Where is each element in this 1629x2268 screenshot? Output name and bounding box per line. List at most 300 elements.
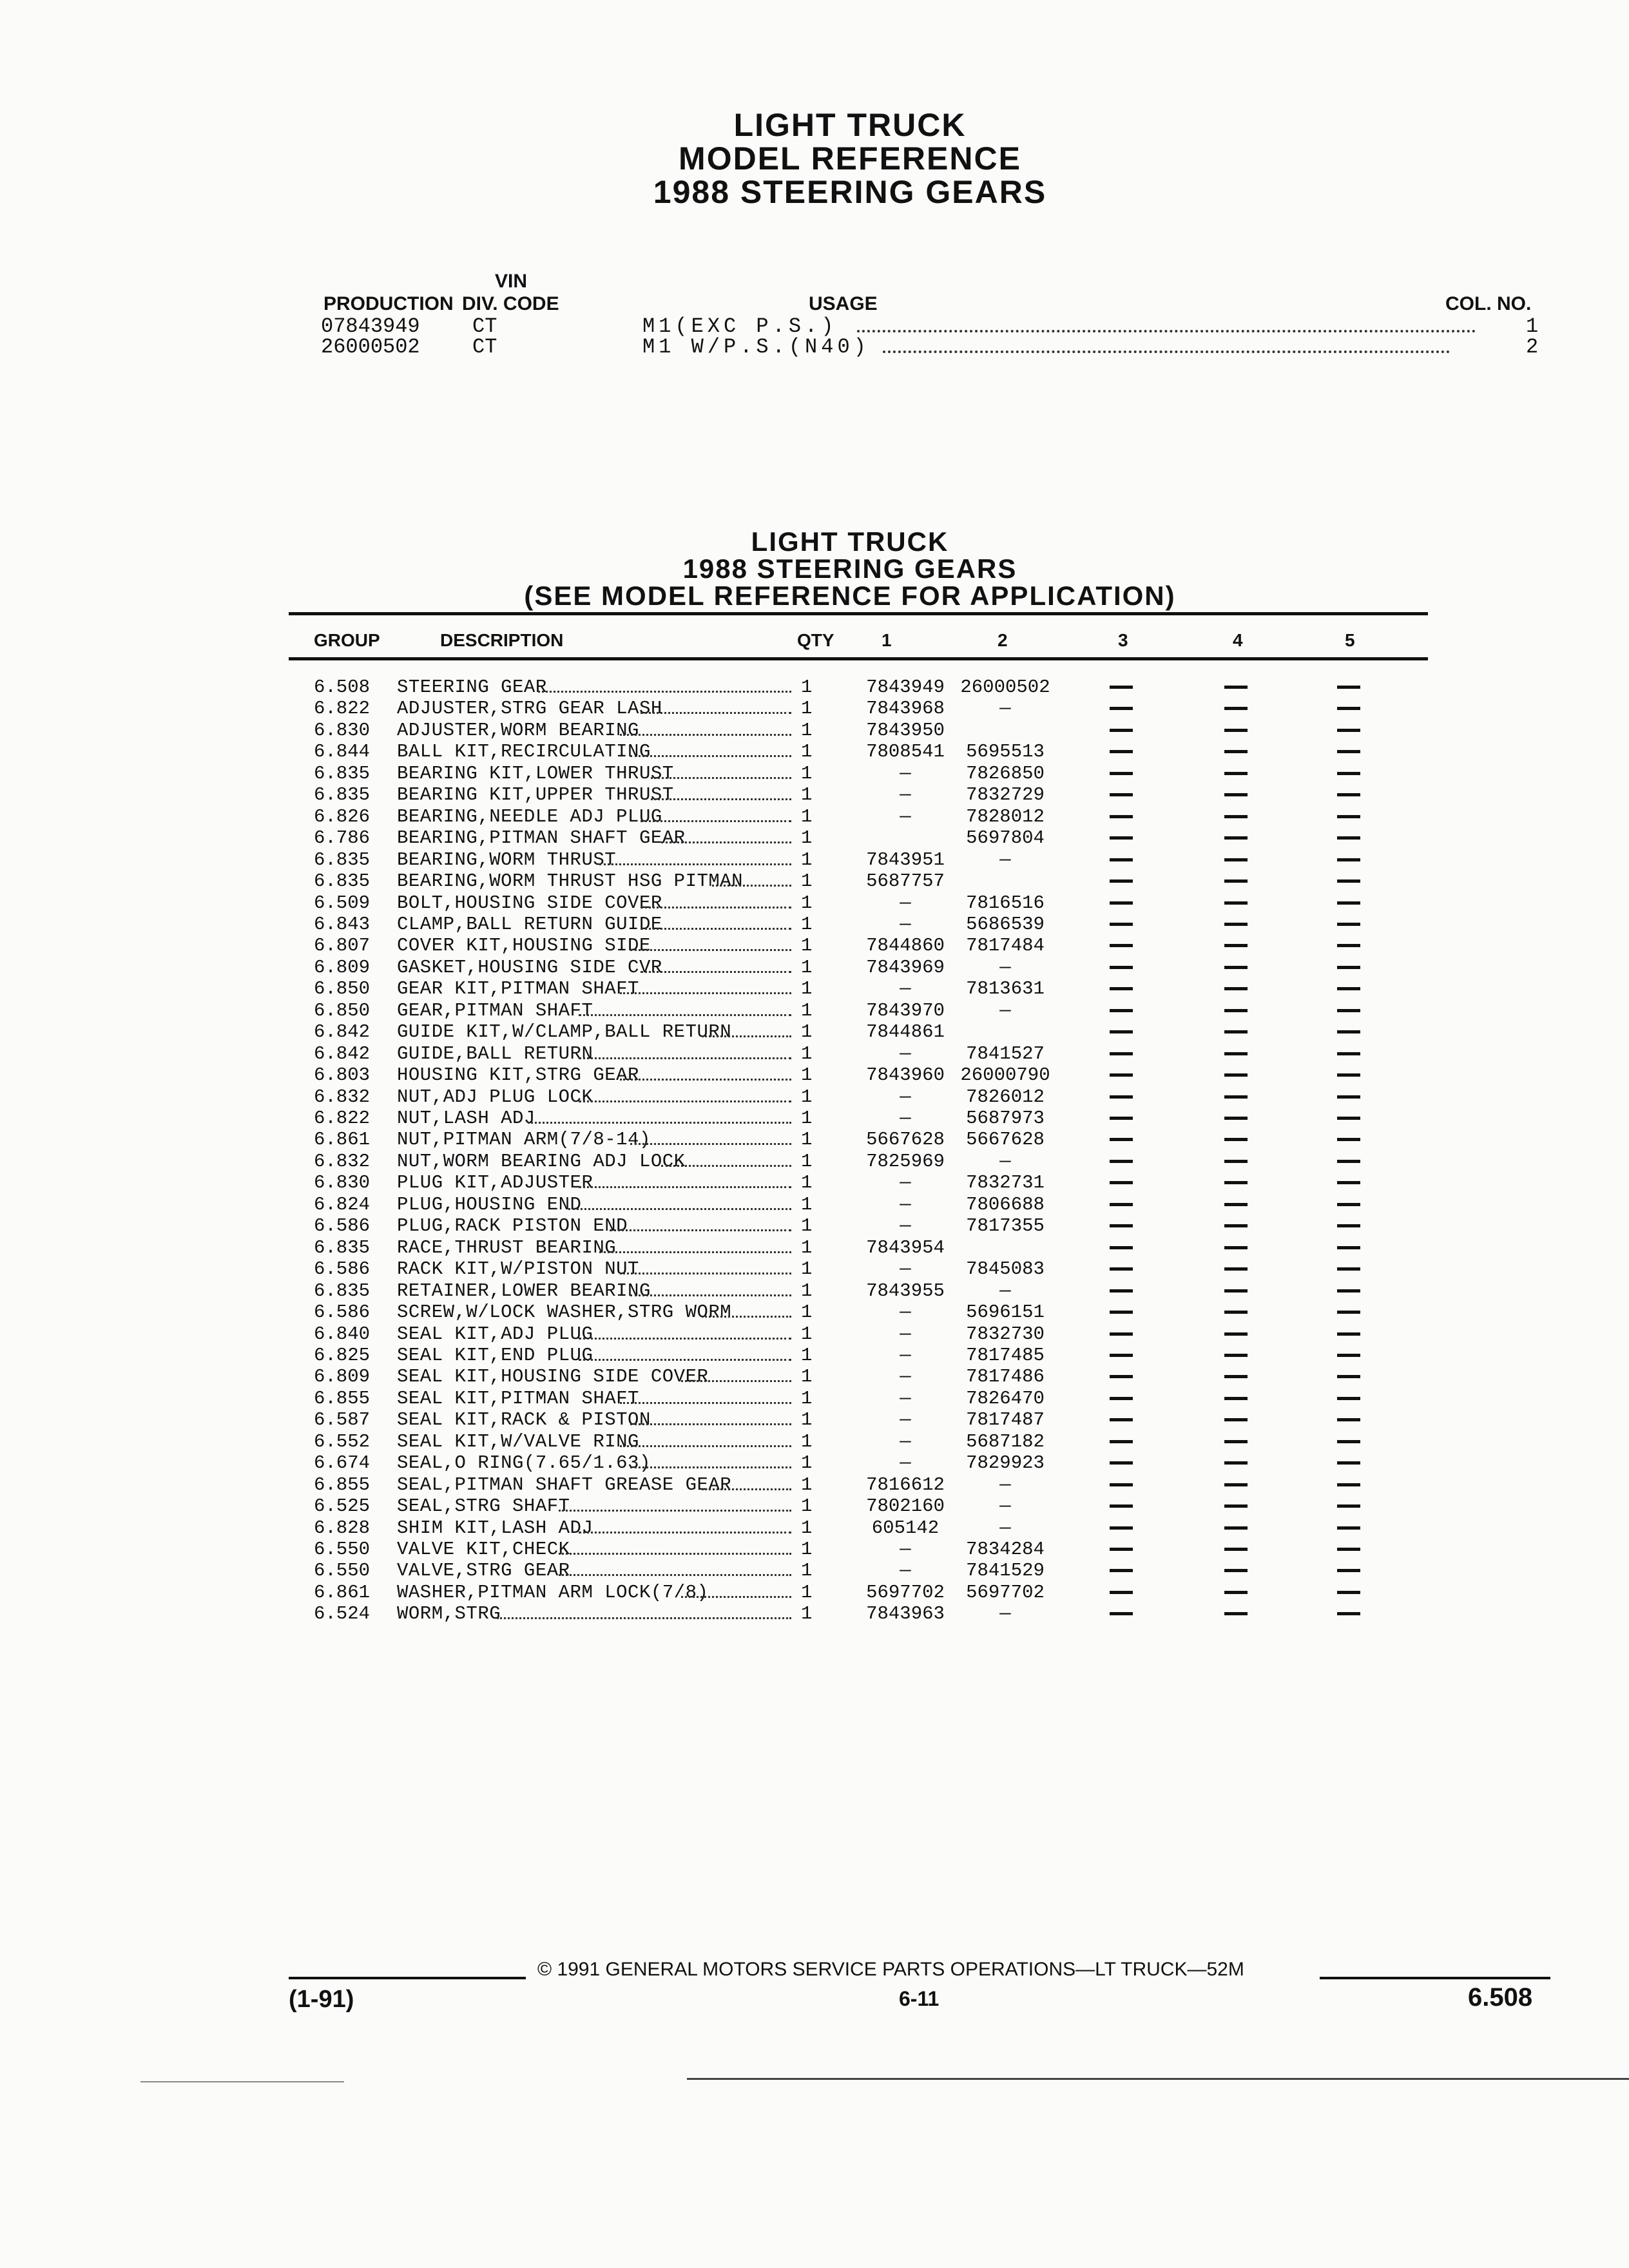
- part-description: BEARING,NEEDLE ADJ PLUG: [397, 805, 662, 827]
- part-col-3-dash: [1110, 1440, 1133, 1443]
- table-row: [0, 1108, 1629, 1129]
- part-col-1: 7843950: [866, 719, 945, 741]
- part-col-4-dash: [1224, 1569, 1248, 1572]
- table-row: [0, 1021, 1629, 1043]
- part-description: VALVE KIT,CHECK: [397, 1539, 570, 1560]
- part-col-5-dash: [1337, 793, 1360, 796]
- table-row: [0, 784, 1629, 805]
- part-col-3-dash: [1110, 1160, 1133, 1163]
- table-row: [0, 1582, 1629, 1603]
- ref-row-1-col: 1: [1526, 314, 1539, 338]
- part-col-2: 7832729: [966, 784, 1045, 806]
- part-group: 6.824: [314, 1193, 371, 1215]
- table-row: [0, 763, 1629, 784]
- part-qty: 1: [801, 1064, 813, 1086]
- col-group-header: GROUP: [314, 630, 380, 650]
- part-qty: 1: [801, 1150, 813, 1172]
- part-col-5-dash: [1337, 1332, 1360, 1336]
- table-row: [0, 1603, 1629, 1624]
- part-col-1: —: [900, 1258, 911, 1280]
- part-col-3-dash: [1110, 1548, 1133, 1551]
- part-group: 6.586: [314, 1258, 371, 1280]
- part-col-1: —: [900, 1323, 911, 1345]
- part-col-5-dash: [1337, 772, 1360, 775]
- part-col-3-dash: [1110, 1117, 1133, 1120]
- part-col-5-dash: [1337, 815, 1360, 818]
- part-col-3-dash: [1110, 1612, 1133, 1615]
- part-col-3-dash: [1110, 772, 1133, 775]
- part-col-2: —: [999, 698, 1011, 720]
- part-group: 6.809: [314, 956, 371, 978]
- part-col-2: 7826470: [966, 1387, 1045, 1409]
- part-col-2: —: [999, 1150, 1011, 1172]
- table-row: [0, 677, 1629, 698]
- leader-dots: [641, 820, 791, 822]
- part-qty: 1: [801, 1193, 813, 1215]
- part-qty: 1: [801, 1086, 813, 1108]
- ref-row-1-div-code: CT: [472, 314, 497, 338]
- part-qty: 1: [801, 1581, 813, 1603]
- part-description: SCREW,W/LOCK WASHER,STRG WORM: [397, 1302, 732, 1323]
- col-2-header: 2: [998, 630, 1008, 650]
- part-group: 6.861: [314, 1129, 371, 1151]
- part-col-4-dash: [1224, 879, 1248, 883]
- part-qty: 1: [801, 1409, 813, 1431]
- leader-dots: [610, 1229, 791, 1231]
- part-group: 6.822: [314, 1108, 371, 1129]
- part-group: 6.807: [314, 935, 371, 957]
- leader-dots: [538, 691, 791, 693]
- part-col-5-dash: [1337, 1461, 1360, 1465]
- leader-dots: [579, 1057, 791, 1059]
- part-col-4-dash: [1224, 750, 1248, 753]
- group-number: 6.508: [1468, 1983, 1533, 2012]
- leader-dots: [620, 1273, 791, 1274]
- part-col-4-dash: [1224, 1504, 1248, 1508]
- part-col-1: 5697702: [866, 1581, 945, 1603]
- part-col-5-dash: [1337, 966, 1360, 969]
- leader-dots: [661, 841, 792, 843]
- part-col-5-dash: [1337, 1591, 1360, 1594]
- part-description: BEARING KIT,LOWER THRUST: [397, 762, 674, 784]
- part-qty: 1: [801, 1172, 813, 1194]
- footer-rule-left: [289, 1977, 526, 1979]
- table-row: [0, 1388, 1629, 1409]
- part-col-2: 26000502: [960, 677, 1050, 698]
- part-col-5-dash: [1337, 750, 1360, 753]
- part-col-4-dash: [1224, 1052, 1248, 1055]
- part-col-3-dash: [1110, 836, 1133, 840]
- part-description: NUT,WORM BEARING ADJ LOCK: [397, 1150, 686, 1172]
- part-qty: 1: [801, 892, 813, 914]
- part-description: GEAR,PITMAN SHAFT: [397, 999, 593, 1021]
- part-col-5-dash: [1337, 1095, 1360, 1099]
- leader-dots: [599, 1251, 791, 1253]
- part-col-3-dash: [1110, 1224, 1133, 1227]
- part-col-4-dash: [1224, 1418, 1248, 1421]
- part-col-3-dash: [1110, 707, 1133, 710]
- leader-dots: [630, 1143, 791, 1145]
- part-col-2: 7832731: [966, 1172, 1045, 1194]
- part-description: SEAL KIT,END PLUG: [397, 1344, 593, 1366]
- part-description: STEERING GEAR: [397, 677, 547, 698]
- part-description: ADJUSTER,WORM BEARING: [397, 719, 639, 741]
- part-col-5-dash: [1337, 944, 1360, 947]
- part-description: GUIDE KIT,W/CLAMP,BALL RETURN: [397, 1021, 732, 1043]
- part-col-5-dash: [1337, 923, 1360, 926]
- page-number: 6-11: [899, 1987, 940, 2010]
- part-qty: 1: [801, 1302, 813, 1323]
- ref-row-1-production: 07843949: [321, 314, 420, 338]
- part-col-4-dash: [1224, 815, 1248, 818]
- part-col-2: 5687973: [966, 1108, 1045, 1129]
- ref-row-1-leader: [857, 330, 1476, 332]
- table-row: [0, 978, 1629, 999]
- title-line-3: 1988 STEERING GEARS: [653, 174, 1047, 210]
- part-col-4-dash: [1224, 1375, 1248, 1378]
- col-5-header: 5: [1345, 630, 1355, 650]
- part-group: 6.786: [314, 827, 371, 849]
- part-qty: 1: [801, 827, 813, 849]
- leader-dots: [620, 992, 791, 994]
- leader-dots: [630, 949, 791, 951]
- part-group: 6.550: [314, 1539, 371, 1560]
- table-row: [0, 1194, 1629, 1215]
- leader-dots: [528, 1122, 791, 1124]
- leader-dots: [620, 1402, 791, 1404]
- ref-row-1-usage: M1(EXC P.S.): [642, 314, 838, 338]
- ref-row-2-div-code: CT: [472, 335, 497, 359]
- part-qty: 1: [801, 870, 813, 892]
- leader-dots: [641, 907, 791, 908]
- part-col-3-dash: [1110, 750, 1133, 753]
- part-col-2: —: [999, 1280, 1011, 1302]
- part-group: 6.850: [314, 978, 371, 1000]
- part-qty: 1: [801, 935, 813, 957]
- leader-dots: [702, 1035, 791, 1037]
- part-col-5-dash: [1337, 1009, 1360, 1012]
- part-group: 6.835: [314, 1236, 371, 1258]
- leader-dots: [568, 1208, 791, 1210]
- part-col-3-dash: [1110, 1397, 1133, 1400]
- revision-date: (1-91): [289, 1986, 354, 2013]
- part-col-4-dash: [1224, 901, 1248, 905]
- part-qty: 1: [801, 999, 813, 1021]
- part-col-1: 7843960: [866, 1064, 945, 1086]
- part-col-5-dash: [1337, 1160, 1360, 1163]
- table-row: [0, 1517, 1629, 1539]
- part-group: 6.822: [314, 698, 371, 720]
- ref-row-2-leader: [883, 351, 1450, 353]
- part-col-4-dash: [1224, 1397, 1248, 1400]
- part-col-5-dash: [1337, 1289, 1360, 1293]
- part-col-5-dash: [1337, 858, 1360, 861]
- part-col-3-dash: [1110, 1138, 1133, 1141]
- part-col-4-dash: [1224, 966, 1248, 969]
- part-col-4-dash: [1224, 772, 1248, 775]
- part-col-3-dash: [1110, 1052, 1133, 1055]
- part-description: BALL KIT,RECIRCULATING: [397, 741, 651, 763]
- part-col-4-dash: [1224, 1073, 1248, 1077]
- part-col-5-dash: [1337, 1483, 1360, 1486]
- part-col-5-dash: [1337, 987, 1360, 990]
- part-col-1: 7843951: [866, 849, 945, 870]
- part-col-4-dash: [1224, 1246, 1248, 1249]
- leader-dots: [559, 1553, 792, 1555]
- part-group: 6.842: [314, 1021, 371, 1043]
- part-col-1: —: [900, 1302, 911, 1323]
- part-col-1: —: [900, 805, 911, 827]
- part-group: 6.587: [314, 1409, 371, 1431]
- part-col-1: —: [900, 1172, 911, 1194]
- header-bottom-rule: [289, 657, 1428, 660]
- part-col-2: —: [999, 849, 1011, 870]
- table-row: [0, 1302, 1629, 1323]
- part-group: 6.828: [314, 1517, 371, 1539]
- part-col-3-dash: [1110, 1418, 1133, 1421]
- part-description: BEARING,WORM THRUST HSG PITMAN: [397, 870, 744, 892]
- part-col-1: —: [900, 784, 911, 806]
- part-col-3-dash: [1110, 879, 1133, 883]
- part-qty: 1: [801, 719, 813, 741]
- table-row: [0, 1172, 1629, 1193]
- part-col-4-dash: [1224, 1440, 1248, 1443]
- part-qty: 1: [801, 1129, 813, 1151]
- part-col-3-dash: [1110, 1030, 1133, 1033]
- part-qty: 1: [801, 849, 813, 870]
- table-row: [0, 914, 1629, 935]
- part-description: VALVE,STRG GEAR: [397, 1560, 570, 1582]
- part-col-3-dash: [1110, 1332, 1133, 1336]
- part-col-5-dash: [1337, 1418, 1360, 1421]
- part-group: 6.842: [314, 1043, 371, 1064]
- part-qty: 1: [801, 1452, 813, 1474]
- part-col-2: 7828012: [966, 805, 1045, 827]
- part-description: NUT,PITMAN ARM(7/8-14): [397, 1129, 651, 1151]
- leader-dots: [651, 798, 791, 800]
- part-description: SEAL,PITMAN SHAFT GREASE GEAR: [397, 1474, 732, 1495]
- part-col-2: 7841529: [966, 1560, 1045, 1582]
- part-col-2: 5696151: [966, 1302, 1045, 1323]
- part-col-1: —: [900, 762, 911, 784]
- table-row: [0, 1495, 1629, 1517]
- part-col-5-dash: [1337, 1311, 1360, 1314]
- table-row: [0, 720, 1629, 741]
- part-col-3-dash: [1110, 858, 1133, 861]
- part-col-3-dash: [1110, 923, 1133, 926]
- leader-dots: [681, 1596, 791, 1598]
- part-col-1: 5687757: [866, 870, 945, 892]
- part-col-2: 7834284: [966, 1539, 1045, 1560]
- part-col-4-dash: [1224, 729, 1248, 732]
- part-col-1: —: [900, 1193, 911, 1215]
- title-line-2: MODEL REFERENCE: [679, 140, 1021, 177]
- part-description: RACE,THRUST BEARING: [397, 1236, 617, 1258]
- part-qty: 1: [801, 698, 813, 720]
- part-col-4-dash: [1224, 1030, 1248, 1033]
- col-4-header: 4: [1233, 630, 1243, 650]
- part-col-5-dash: [1337, 707, 1360, 710]
- part-col-3-dash: [1110, 1181, 1133, 1184]
- part-col-1: 7844860: [866, 935, 945, 957]
- part-col-5-dash: [1337, 1073, 1360, 1077]
- part-col-1: —: [900, 1215, 911, 1237]
- table-row: [0, 1560, 1629, 1581]
- part-col-4-dash: [1224, 1526, 1248, 1530]
- part-qty: 1: [801, 978, 813, 1000]
- part-col-2: 7817355: [966, 1215, 1045, 1237]
- part-col-1: 7825969: [866, 1150, 945, 1172]
- part-col-2: 5697702: [966, 1581, 1045, 1603]
- part-col-2: 5697804: [966, 827, 1045, 849]
- part-col-5-dash: [1337, 1181, 1360, 1184]
- table-row: [0, 1000, 1629, 1021]
- part-col-1: 605142: [871, 1517, 940, 1539]
- part-group: 6.830: [314, 719, 371, 741]
- part-qty: 1: [801, 1539, 813, 1560]
- table-row: [0, 1452, 1629, 1474]
- part-col-5-dash: [1337, 1504, 1360, 1508]
- part-description: SHIM KIT,LASH ADJ: [397, 1517, 593, 1539]
- part-col-1: 7843954: [866, 1236, 945, 1258]
- part-col-2: 7841527: [966, 1043, 1045, 1064]
- table-top-rule: [289, 612, 1428, 615]
- part-group: 6.835: [314, 784, 371, 806]
- part-col-3-dash: [1110, 1246, 1133, 1249]
- leader-dots: [599, 863, 791, 865]
- part-qty: 1: [801, 1021, 813, 1043]
- part-description: SEAL KIT,ADJ PLUG: [397, 1323, 593, 1345]
- part-col-4-dash: [1224, 1591, 1248, 1594]
- part-col-1: 7843949: [866, 677, 945, 698]
- part-group: 6.855: [314, 1474, 371, 1495]
- table-row: [0, 827, 1629, 849]
- part-col-1: —: [900, 1387, 911, 1409]
- copyright-text: © 1991 GENERAL MOTORS SERVICE PARTS OPERATIONS—LT TRUCK—52M: [537, 1959, 1244, 1980]
- ref-row-2-col: 2: [1526, 335, 1539, 359]
- scan-line-1: [140, 2081, 344, 2082]
- part-group: 6.835: [314, 762, 371, 784]
- part-group: 6.861: [314, 1581, 371, 1603]
- leader-dots: [630, 1423, 791, 1425]
- part-col-4-dash: [1224, 1548, 1248, 1551]
- part-qty: 1: [801, 1108, 813, 1129]
- part-col-3-dash: [1110, 966, 1133, 969]
- part-col-5-dash: [1337, 1246, 1360, 1249]
- part-col-5-dash: [1337, 1224, 1360, 1227]
- part-group: 6.525: [314, 1495, 371, 1517]
- page-title: [0, 108, 1629, 209]
- leader-dots: [681, 1380, 791, 1382]
- part-col-1: —: [900, 1560, 911, 1582]
- part-col-5-dash: [1337, 1612, 1360, 1615]
- part-col-1: —: [900, 1043, 911, 1064]
- part-col-1: 7843955: [866, 1280, 945, 1302]
- leader-dots: [620, 1445, 791, 1447]
- part-col-4-dash: [1224, 1483, 1248, 1486]
- footer-rule-right: [1320, 1977, 1550, 1979]
- part-col-4-dash: [1224, 1461, 1248, 1465]
- part-col-1: 7843963: [866, 1603, 945, 1625]
- part-group: 6.825: [314, 1344, 371, 1366]
- leader-dots: [579, 1359, 791, 1361]
- part-col-4-dash: [1224, 1138, 1248, 1141]
- col-qty-header: QTY: [797, 630, 834, 650]
- part-col-3-dash: [1110, 1354, 1133, 1357]
- part-col-1: —: [900, 1539, 911, 1560]
- part-col-5-dash: [1337, 1052, 1360, 1055]
- part-col-2: 5667628: [966, 1129, 1045, 1151]
- table-row: [0, 741, 1629, 762]
- leader-dots: [712, 885, 791, 887]
- part-qty: 1: [801, 741, 813, 763]
- part-col-4-dash: [1224, 836, 1248, 840]
- part-col-4-dash: [1224, 1354, 1248, 1357]
- part-col-5-dash: [1337, 1548, 1360, 1551]
- part-qty: 1: [801, 1560, 813, 1582]
- table-row: [0, 698, 1629, 719]
- part-col-3-dash: [1110, 815, 1133, 818]
- table-row: [0, 1258, 1629, 1280]
- table-row: [0, 1539, 1629, 1560]
- leader-dots: [579, 1100, 791, 1102]
- part-col-5-dash: [1337, 1569, 1360, 1572]
- leader-dots: [651, 777, 791, 779]
- part-description: RETAINER,LOWER BEARING: [397, 1280, 651, 1302]
- part-col-2: 5695513: [966, 741, 1045, 763]
- part-col-1: —: [900, 913, 911, 935]
- table-row: [0, 1064, 1629, 1086]
- part-col-2: 7826012: [966, 1086, 1045, 1108]
- part-col-3-dash: [1110, 1289, 1133, 1293]
- part-col-4-dash: [1224, 1181, 1248, 1184]
- production-header: PRODUCTION: [323, 293, 454, 314]
- part-group: 6.830: [314, 1172, 371, 1194]
- part-col-2: —: [999, 1603, 1011, 1625]
- part-col-3-dash: [1110, 1203, 1133, 1206]
- part-col-5-dash: [1337, 686, 1360, 689]
- table-row: [0, 935, 1629, 956]
- part-col-1: 7808541: [866, 741, 945, 763]
- part-col-5-dash: [1337, 879, 1360, 883]
- part-description: SEAL KIT,W/VALVE RING: [397, 1430, 639, 1452]
- part-group: 6.843: [314, 913, 371, 935]
- table-row: [0, 1215, 1629, 1236]
- part-description: HOUSING KIT,STRG GEAR: [397, 1064, 639, 1086]
- part-group: 6.552: [314, 1430, 371, 1452]
- part-qty: 1: [801, 1430, 813, 1452]
- ref-row-2-production: 26000502: [321, 335, 420, 359]
- part-col-1: 7843968: [866, 698, 945, 720]
- part-col-4-dash: [1224, 987, 1248, 990]
- part-col-4-dash: [1224, 1117, 1248, 1120]
- parts-title: [0, 528, 1629, 610]
- part-col-1: —: [900, 1452, 911, 1474]
- part-col-4-dash: [1224, 1203, 1248, 1206]
- part-col-3-dash: [1110, 793, 1133, 796]
- part-description: PLUG,RACK PISTON END: [397, 1215, 628, 1237]
- part-qty: 1: [801, 1474, 813, 1495]
- vin-header: VIN: [495, 271, 528, 292]
- part-qty: 1: [801, 1323, 813, 1345]
- leader-dots: [559, 1574, 792, 1576]
- part-col-5-dash: [1337, 1138, 1360, 1141]
- part-col-4-dash: [1224, 1267, 1248, 1271]
- part-col-3-dash: [1110, 901, 1133, 905]
- parts-title-line-1: LIGHT TRUCK: [751, 526, 949, 557]
- part-description: PLUG KIT,ADJUSTER: [397, 1172, 593, 1194]
- leader-dots: [641, 971, 791, 973]
